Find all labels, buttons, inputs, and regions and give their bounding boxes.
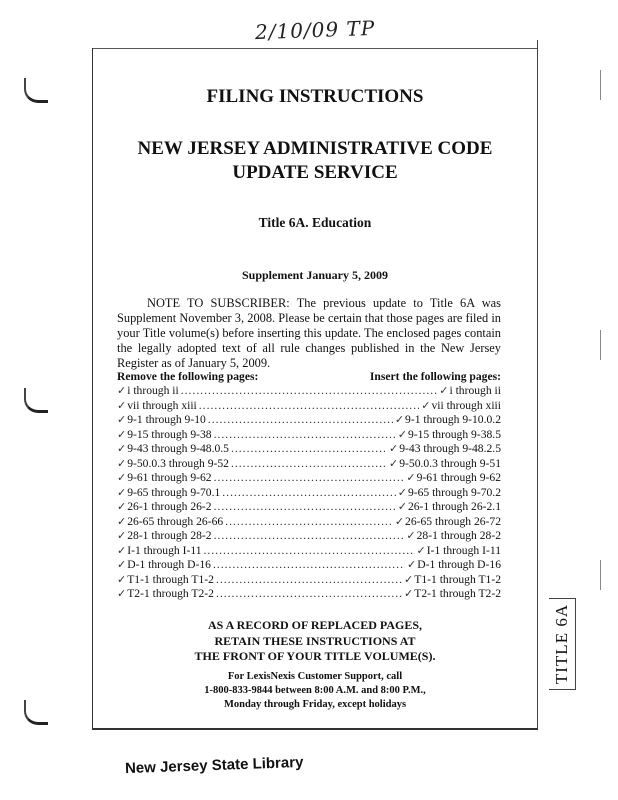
insert-pages: ✓9-1 through 9-10.0.2 — [394, 413, 501, 426]
checkmark-icon: ✓ — [117, 559, 127, 571]
remove-header: Remove the following pages: — [117, 370, 259, 383]
table-row — [117, 457, 501, 472]
insert-pages: ✓9-15 through 9-38.5 — [397, 427, 501, 441]
checkmark-icon: ✓ — [394, 414, 405, 426]
code-title-line2: UPDATE SERVICE — [232, 162, 398, 183]
remove-pages: ✓vii through xiii — [117, 398, 197, 412]
checkmark-icon: ✓ — [406, 472, 416, 484]
table-row — [117, 529, 501, 544]
table-rows — [117, 384, 501, 602]
code-title-line1: NEW JERSEY ADMINISTRATIVE CODE — [137, 138, 493, 159]
leader-dots — [213, 558, 405, 571]
insert-pages: ✓26-1 through 26-2.1 — [397, 500, 501, 513]
insert-pages: ✓9-61 through 9-62 — [406, 471, 501, 484]
checkmark-icon: ✓ — [397, 486, 407, 499]
checkmark-icon: ✓ — [117, 515, 127, 528]
leader-dots — [204, 544, 415, 557]
table-row — [117, 500, 501, 515]
remove-pages: ✓D-1 through D-16 — [117, 558, 211, 571]
filing-instructions-title: FILING INSTRUCTIONS — [206, 86, 424, 107]
insert-pages: ✓vii through xiii — [421, 398, 501, 412]
frame-left — [92, 48, 93, 728]
checkmark-icon: ✓ — [117, 486, 127, 499]
remove-pages: ✓T1-1 through T1-2 — [117, 572, 214, 586]
remove-pages: ✓9-61 through 9-62 — [117, 471, 212, 484]
table-row — [117, 544, 501, 559]
side-tab-label: TITLE 6A — [552, 603, 571, 685]
checkmark-icon: ✓ — [416, 544, 426, 557]
leader-dots — [214, 529, 405, 542]
leader-dots — [216, 573, 402, 586]
insert-pages: ✓i through ii — [439, 384, 501, 397]
checkmark-icon: ✓ — [117, 385, 127, 397]
remove-pages: ✓26-65 through 26-66 — [117, 514, 224, 528]
remove-pages: ✓9-65 through 9-70.1 — [117, 485, 221, 499]
leader-dots — [214, 471, 405, 484]
leader-dots — [231, 457, 387, 470]
checkmark-icon: ✓ — [397, 428, 407, 441]
leader-dots — [214, 500, 396, 513]
table-row — [117, 515, 501, 530]
table-row — [117, 384, 501, 399]
leader-dots — [231, 442, 387, 455]
checkmark-icon: ✓ — [404, 573, 414, 586]
remove-pages: ✓9-15 through 9-38 — [117, 427, 212, 441]
insert-pages: ✓T1-1 through T1-2 — [404, 572, 501, 586]
table-row — [117, 573, 501, 588]
leader-dots — [216, 587, 402, 600]
frame-top — [92, 48, 538, 49]
remove-pages: ✓28-1 through 28-2 — [117, 529, 212, 542]
checkmark-icon: ✓ — [117, 530, 127, 542]
pages-table — [117, 370, 501, 602]
insert-pages: ✓D-1 through D-16 — [407, 558, 501, 571]
insert-pages: ✓I-1 through I-11 — [416, 543, 501, 557]
insert-pages: ✓9-43 through 9-48.2.5 — [389, 442, 501, 455]
checkmark-icon: ✓ — [404, 588, 414, 600]
insert-pages: ✓28-1 through 28-2 — [406, 529, 501, 542]
table-row — [117, 442, 501, 457]
table-row — [117, 399, 501, 414]
insert-pages: ✓9-50.0.3 through 9-51 — [389, 456, 501, 470]
binder-ring-icon — [24, 388, 48, 413]
leader-dots — [208, 413, 393, 426]
remove-pages: ✓26-1 through 26-2 — [117, 500, 212, 513]
checkmark-icon: ✓ — [117, 573, 127, 586]
checkmark-icon: ✓ — [117, 472, 127, 484]
checkmark-icon: ✓ — [117, 428, 127, 441]
binder-ring-icon — [24, 700, 48, 725]
supplement-date: Supplement January 5, 2009 — [241, 268, 389, 282]
remove-pages: ✓9-1 through 9-10 — [117, 413, 206, 426]
checkmark-icon: ✓ — [117, 399, 127, 412]
frame-right — [537, 40, 538, 730]
remove-pages: ✓T2-1 through T2-2 — [117, 587, 214, 600]
checkmark-icon: ✓ — [394, 515, 405, 528]
side-tab — [549, 598, 576, 690]
checkmark-icon: ✓ — [439, 385, 449, 397]
checkmark-icon: ✓ — [117, 457, 127, 470]
insert-header: Insert the following pages: — [369, 370, 501, 383]
library-stamp: New Jersey State Library — [124, 753, 304, 778]
checkmark-icon: ✓ — [117, 443, 127, 455]
title-subject: Title 6A. Education — [258, 215, 372, 230]
checkmark-icon: ✓ — [117, 588, 127, 600]
checkmark-icon: ✓ — [389, 443, 399, 455]
table-row — [117, 413, 501, 428]
remove-pages: ✓9-50.0.3 through 9-52 — [117, 456, 229, 470]
handwritten-date: 2/10/09 TP — [254, 15, 376, 45]
checkmark-icon: ✓ — [117, 544, 127, 557]
customer-support: For LexisNexis Customer Support, call 1-800-833-9844 between 8:00 A.M. and 8:00 P.M., Monday through Friday, except holidays — [204, 671, 426, 710]
insert-pages: ✓9-65 through 9-70.2 — [397, 485, 501, 499]
checkmark-icon: ✓ — [421, 399, 431, 412]
remove-pages: ✓I-1 through I-11 — [117, 543, 202, 557]
leader-dots — [181, 384, 438, 397]
insert-pages: ✓26-65 through 26-72 — [394, 514, 501, 528]
table-row — [117, 587, 501, 602]
checkmark-icon: ✓ — [389, 457, 399, 470]
table-row — [117, 471, 501, 486]
checkmark-icon: ✓ — [397, 501, 407, 513]
leader-dots — [225, 515, 393, 528]
remove-pages: ✓9-43 through 9-48.0.5 — [117, 442, 229, 455]
leader-dots — [222, 486, 395, 499]
checkmark-icon: ✓ — [117, 414, 127, 426]
leader-dots — [214, 428, 396, 441]
insert-pages: ✓T2-1 through T2-2 — [404, 587, 501, 600]
table-header — [117, 370, 501, 384]
table-row — [117, 486, 501, 501]
subscriber-note: NOTE TO SUBSCRIBER: The previous update to Title 6A was Supplement November 3, 2008. Please be certain that those pages are filed in your Title volume(s) before inserting this update. The enclosed pages contain the legally adopted text of all rule changes published in the New Jersey Register as of January 5, 2009. — [117, 296, 501, 370]
record-notice: AS A RECORD OF REPLACED PAGES, RETAIN THESE INSTRUCTIONS AT THE FRONT OF YOUR TITLE VOLUME(S). — [194, 618, 436, 663]
table-row — [117, 428, 501, 443]
table-row — [117, 558, 501, 573]
checkmark-icon: ✓ — [407, 559, 417, 571]
frame-bottom — [92, 728, 538, 730]
remove-pages: ✓i through ii — [117, 384, 179, 397]
checkmark-icon: ✓ — [117, 501, 127, 513]
checkmark-icon: ✓ — [406, 530, 416, 542]
binder-ring-icon — [24, 78, 48, 103]
leader-dots — [199, 399, 419, 412]
